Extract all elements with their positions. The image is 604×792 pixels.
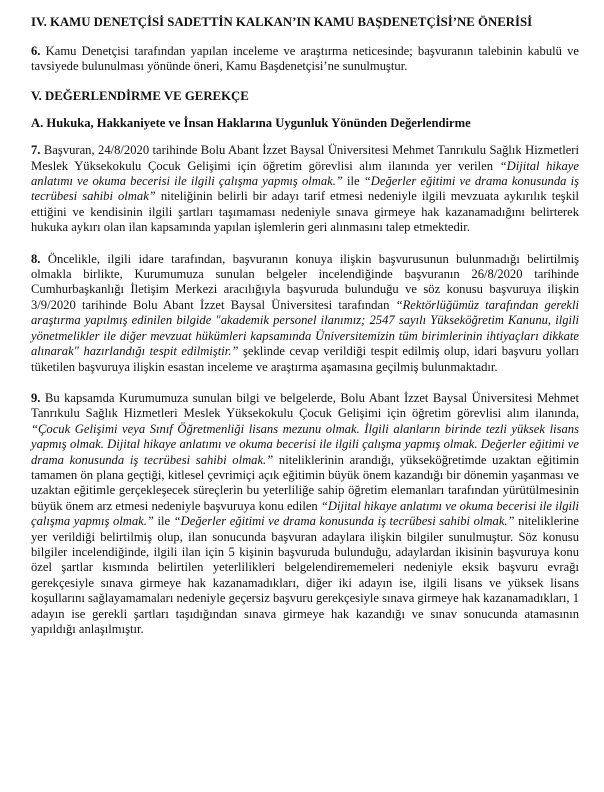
paragraph-number: 7. [31,143,41,158]
paragraph-text: Başvuran, 24/8/2020 tarihinde Bolu Abant İzzet Baysal Üniversitesi Mehmet Tanrıkulu Sağlık Hizmetleri Meslek Yüksekokulu Çocuk Gelişimi için öğretim görevlisi alım ilanında yer verilen [31,143,579,173]
quoted-requirement: “Dijital hikaye anlatımı ve okuma becerisi ile ilgili çalışma yapmış olmak.” [31,498,579,529]
paragraph-number: 9. [31,390,41,405]
section-iv-title: IV. KAMU DENETÇİSİ SADETTİN KALKAN’IN KAMU BAŞDENETÇİSİ’NE ÖNERİSİ [31,15,533,29]
spacer [31,236,579,252]
paragraph-7 [31,143,579,235]
spacer [31,131,579,143]
paragraph-text: Kamu Denetçisi tarafından yapılan inceleme ve araştırma neticesinde; başvuranın talebinin kabulü ve tavsiyede bulunulması yönünde öneri, Kamu Başdenetçisi’ne sunulmuştur. [31,44,579,74]
section-v-title: V. DEĞERLENDİRME VE GEREKÇE [31,88,249,103]
paragraph-text: niteliklerinin arandığı, yükseköğretimde uzaktan eğitimin tamamen ön plana geçtiği, kitlesel çevrimiçi açık eğitimin büyük önem kazandığı bir dönemin yaşanması ve uzaktan eğitimle gerçekleşecek süreçlerin bu yeterliliğe sahip öğretim elemanları tarafından yürütülmesinin büyük önem arz etmesi nedeniyle başvuruya konu edilen [31,452,579,513]
paragraph-text: ile [342,174,364,189]
paragraph-number: 8. [31,251,41,266]
document-page [31,14,579,637]
quoted-requirement: “Değerler eğitimi ve drama konusunda iş tecrübesi sahibi olmak” [31,174,579,204]
spacer [31,104,579,116]
spacer [31,375,579,391]
paragraph-6 [31,44,579,75]
quoted-requirement: “Değerler eğitimi ve drama konusunda iş tecrübesi sahibi olmak.” [173,514,515,529]
paragraph-8 [31,252,579,375]
paragraph-text: Öncelikle, ilgili idare tarafından, başvuranın konuya ilişkin başvurusunun bulunmadığı belirtilmiş olmakla birlikte, Kurumumuza sunulan belgeler incelendiğinde başvuranın 26/8/2020 tarihinde Cumhurbaşkanlığı İletişim Merkezi aracılığıyla başvuruda bulunduğu ve söz konusu başvuruya ilişkin 3/9/2020 tarihinde Bolu Abant İzzet Baysal Üniversitesi tarafından [31,251,579,312]
paragraph-text: ile [153,514,174,529]
spacer [31,75,579,88]
paragraph-number: 6. [31,44,41,58]
paragraph-text: Bu kapsamda Kurumumuza sunulan bilgi ve belgelerde, Bolu Abant İzzet Baysal Üniversitesi Mehmet Tanrıkulu Sağlık Hizmetleri Meslek Yüksekokulu Çocuk Gelişimi için öğretim görevlisi alım ilanında, [31,390,579,421]
quoted-requirement: “Çocuk Gelişimi veya Sınıf Öğretmenliği lisans mezunu olmak. İlgili alanların birinde tezli yüksek lisans yapmış olmak. Dijital hikaye anlatımı ve okuma becerisi ile ilgili çalışma yapmış olmak. Değerler eğitimi ve drama konusunda iş tecrübesi sahibi olmak.” [31,421,579,467]
paragraph-text: niteliklerine yer verildiği belirtilmiş olup, ilan sonucunda başvuran adaylara ilişkin bilgiler sunulmuştur. Söz konusu bilgiler incelendiğinde, ilgili ilan için 5 kişinin başvuruda bulunduğu, adaylardan ikisinin başvuruya konu özel şartlar kısmında belirtilen yeterlilikleri belgelendirememeleri nedeniyle eksik başvuru evrağı gerekçesiyle sınava girmeye hak kazanamadıkları, diğer iki adayın ise, ilgili lisans ve yüksek lisans koşullarını sağlayamamaları nedeniyle geçersiz başvuru gerekçesiyle sınava girmeye hak kazanamadıkları, 1 adayın ise gerekli şartları taşıdığından sınava girmeye hak kazandığı ve sınav sonucunda atamasının yapıldığı anlaşılmıştır. [31,514,579,636]
subsection-a-title: A. Hukuka, Hakkaniyete ve İnsan Haklarına Uygunluk Yönünden Değerlendirme [31,115,471,130]
paragraph-9 [31,391,579,638]
paragraph-text: niteliğinin belirli bir adayı tarif etmesi nedeniyle ilgili mevzuata aykırılık teşkil ettiğini ve kendisinin ilgili şartları taşımaması nedeniyle sınava girmeye hak kazanamadığını belirterek hukuka aykırı olan ilan kapsamında yapılan işlemlerin geri alınmasını talep etmektedir. [31,189,580,235]
paragraph-text: şeklinde cevap verildiği tespit edilmiş olup, idari başvuru yolları tüketilen başvuruya ilişkin esastan inceleme ve araştırma aşamasına geçilmiş bulunmaktadır. [31,344,579,374]
spacer [31,30,579,44]
quoted-requirement: “Dijital hikaye anlatımı ve okuma becerisi ile ilgili çalışma yapmış olmak.” [31,158,579,189]
quoted-response: “Rektörlüğümüz tarafından gerekli araştırma yapılmış edinilen bilgide "akademik personel ilanımız; 2547 sayılı Yükseköğretim Kanunu, ilgili yönetmelikler ile diğer mevzuat hükümleri kapsamında Üniversitemizin tüm birimlerinin ihtiyaçları dikkate alınarak" hazırlandığı tespit edilmiştir.” [31,297,580,359]
